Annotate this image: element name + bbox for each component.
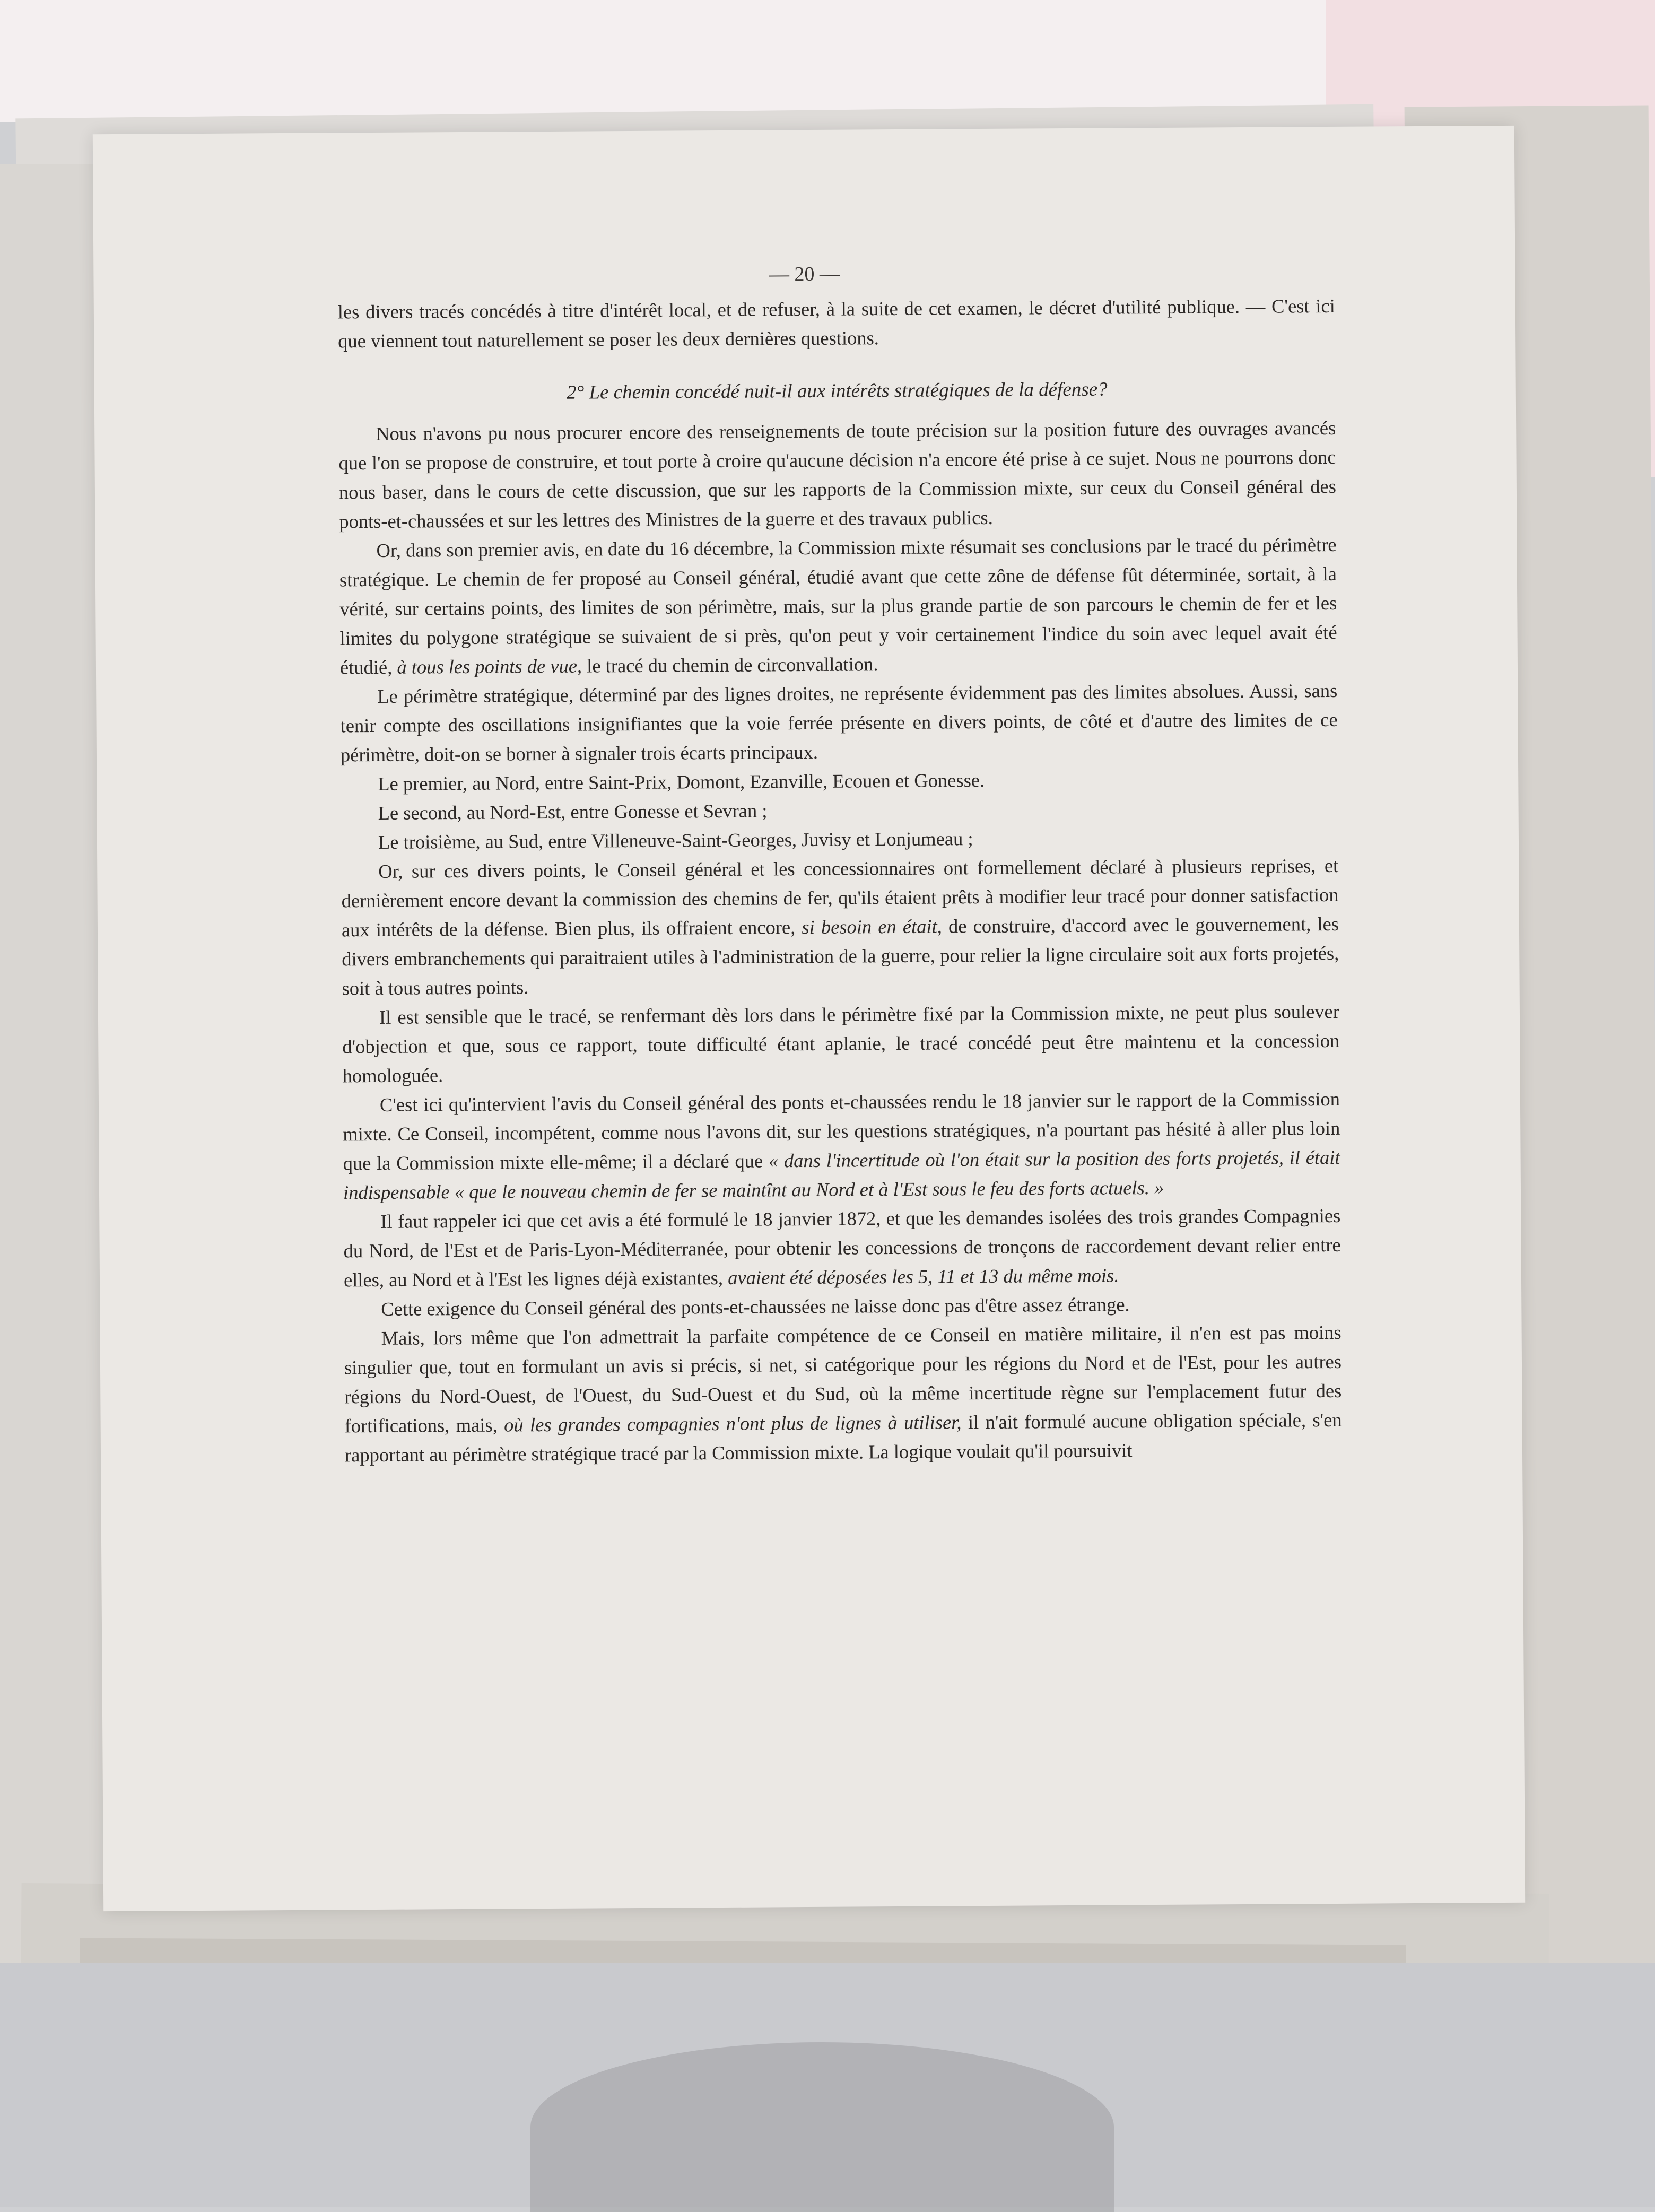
emphasis-text: à tous les points de vue, (397, 655, 582, 678)
paragraph: Le périmètre stratégique, déterminé par des lignes droites, ne représente évidemment pas des limites absolues. Aussi, sans tenir compte des oscillations insignifiantes que la voie ferrée présente en divers points, de côté et d'autre des limites de ce périmètre, doit-on se borner à signaler trois écarts principaux. (340, 679, 1338, 766)
paragraph-text: Il faut rappeler ici que cet avis a été formulé le 18 janvier 1872, et que les demandes isolées des trois grandes Compagnies du Nord, de l'Est et de Paris-Lyon-Méditerranée, pour obtenir les concessions de tronçons de raccordement devant relier entre elles, au Nord et à l'Est les lignes déjà existantes, (343, 1204, 1341, 1291)
paragraph-text: le tracé du chemin de circonvallation. (587, 653, 878, 677)
paragraph-text: Mais, lors même que l'on admettrait la parfaite compétence de ce Conseil en matière militaire, il n'en est pas moins singulier que, tout en formulant un avis si précis, si net, si catégorique pour les régions du Nord et de l'Est, pour les autres régions du Nord-Ouest, de l'Ouest, du Sud-Ouest et du Sud, où la même incertitude règne sur l'emplacement futur des fortifications, mais, (344, 1321, 1342, 1437)
paragraph: Il est sensible que le tracé, se renfermant dès lors dans le périmètre fixé par la Commission mixte, ne peut plus soulever d'objection et que, sous ce rapport, toute difficulté étant aplanie, le tracé concédé peut être maintenu et la concession homologuée. (342, 1000, 1340, 1087)
paragraph: Le second, au Nord-Est, entre Gonesse et Sevran ; (378, 799, 768, 824)
paragraph-text: il n'ait formulé aucune obligation spéciale, s'en rapportant au périmètre stratégique tracé par la Commission mixte. La logique voulait qu'il poursuivit (344, 1408, 1342, 1466)
quotation-text: « dans l'incertitude où l'on était sur la position des forts projetés, il était indispensable « que le nouveau chemin de fer se maintînt au Nord et à l'Est sous le feu des forts actuels. » (343, 1146, 1340, 1204)
paragraph (341, 851, 1339, 1003)
paragraph-text: Or, dans son premier avis, en date du 16 décembre, la Commission mixte résumait ses conclusions par le tracé du périmètre stratégique. Le chemin de fer proposé au Conseil général, étudié avant que cette zône de défense fût déterminée, sortait, à la vérité, sur certains points, des limites de son périmètre, mais, sur la plus grande partie de son parcours le chemin de fer et les limites du polygone stratégique se suivaient de si près, qu'on peut y voir certainement l'indice du soin avec lequel avait été étudié, (339, 533, 1337, 678)
document-page (93, 126, 1525, 1911)
paragraph (343, 1201, 1341, 1294)
paragraph: Le premier, au Nord, entre Saint-Prix, Domont, Ezanville, Ecouen et Gonesse. (378, 769, 985, 795)
paragraph: Nous n'avons pu nous procurer encore des renseignements de toute précision sur la position future des ouvrages avancés que l'on se propose de construire, et tout porte à croire qu'aucune décision n'a encore été prise à ce sujet. Nous ne pourrons donc nous baser, dans le cours de cette discussion, que sur les rapports de la Commission mixte, sur ceux du Conseil général des ponts-et-chaussées et sur les lettres des Ministres de la guerre et des travaux publics. (338, 416, 1337, 533)
paragraph: Cette exigence du Conseil général des ponts-et-chaussées ne laisse donc pas d'être assez étrange. (381, 1293, 1130, 1320)
paragraph: Le troisième, au Sud, entre Villeneuve-Saint-Georges, Juvisy et Lonjumeau ; (378, 828, 973, 853)
paragraph-text: de construire, d'accord avec le gouvernement, les divers embranchements qui paraitraient utiles à l'administration de la guerre, pour relier la ligne circulaire soit aux forts projetés, soit à tous autres points. (342, 912, 1339, 999)
intro-paragraph: les divers tracés concédés à titre d'intérêt local, et de refuser, à la suite de cet examen, le décret d'utilité publique. — C'est ici que viennent tout naturellement se poser les deux dernières questions. (337, 294, 1335, 352)
paragraph-text: C'est ici qu'intervient l'avis du Conseil général des ponts et-chaussées rendu le 18 janvier sur le rapport de la Commission mixte. Ce Conseil, incompétent, comme nous l'avons dit, sur les questions stratégiques, n'a pourtant pas hésité à aller plus loin que la Commission mixte elle-même; il a déclaré que (343, 1087, 1340, 1174)
section-heading: 2° Le chemin concédé nuit-il aux intérêts stratégiques de la défense? (566, 378, 1108, 404)
paragraph (343, 1084, 1340, 1207)
emphasis-text: avaient été déposées les 5, 11 et 13 du même mois. (728, 1264, 1119, 1288)
paragraph (344, 1318, 1342, 1469)
emphasis-text: si besoin en était, (802, 915, 942, 938)
page-number: — 20 — (769, 263, 840, 286)
camera-shadow (530, 2042, 1114, 2212)
paragraph-text: Or, sur ces divers points, le Conseil général et les concessionnaires ont formellement déclaré à plusieurs reprises, et dernièrement encore devant la commission des chemins de fer, qu'ils étaient prêts à modifier leur tracé pour donner satisfaction aux intérêts de la défense. Bien plus, ils offraient encore, (341, 854, 1339, 941)
paragraph (339, 530, 1337, 682)
emphasis-text: où les grandes compagnies n'ont plus de lignes à utiliser, (504, 1411, 962, 1436)
page-body (338, 291, 1342, 1469)
